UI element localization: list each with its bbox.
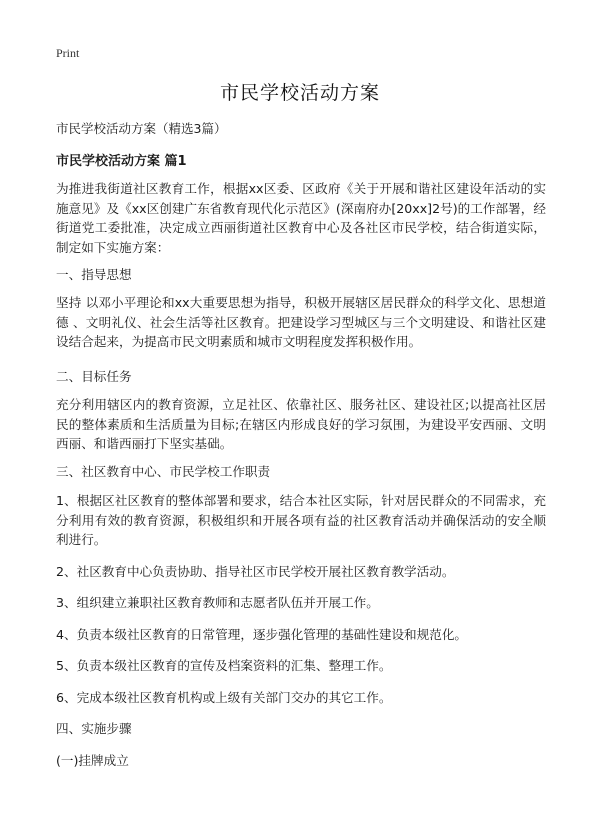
heading-implementation-steps: 四、实施步骤 [56,721,132,736]
heading-goals: 二、目标任务 [56,369,132,384]
print-label: Print [56,46,80,60]
document-subtitle: 市民学校活动方案（精选3篇） [56,121,227,136]
sub-heading-establishment: (一)挂牌成立 [56,753,129,768]
paragraph-goals: 充分利用辖区内的教育资源，立足社区、依靠社区、服务社区、建设社区;以提高社区居民的整体素质和生活质量为目标;在辖区内形成良好的学习氛围，为建设平安西丽、文明西丽、和谐西丽打下坚实基础。 [56,397,546,451]
heading-duties: 三、社区教育中心、市民学校工作职责 [56,464,271,479]
intro-paragraph: 为推进我街道社区教育工作，根据xx区委、区政府《关于开展和谐社区建设年活动的实施意见》及《xx区创建广东省教育现代化示范区》(深南府办[20xx]2号)的工作部署，经街道党工委批准，决定成立西丽街道社区教育中心及各社区市民学校，结合街道实际，制定如下实施方案： [56,181,546,255]
paragraph-guiding-ideology: 坚持 以邓小平理论和xx大重要思想为指导，积极开展辖区居民群众的科学文化、思想道德 、文明礼仪、社会生活等社区教育。把建设学习型城区与三个文明建设、和谐社区建设结合起来，为提高市民文明素质和城市文明程度发挥积极作用。 [56,295,546,349]
duty-item-5: 5、负责本级社区教育的宣传及档案资料的汇集、整理工作。 [56,658,392,673]
duty-item-6: 6、完成本级社区教育机构或上级有关部门交办的其它工作。 [56,690,392,705]
duty-item-3: 3、组织建立兼职社区教育教师和志愿者队伍并开展工作。 [56,595,379,610]
section-title: 市民学校活动方案 篇1 [56,154,187,169]
document-title: 市民学校活动方案 [219,82,380,104]
duty-item-2: 2、社区教育中心负责协助、指导社区市民学校开展社区教育教学活动。 [56,564,455,579]
duty-item-1: 1、根据区社区教育的整体部署和要求，结合本社区实际，针对居民群众的不同需求，充分利用有效的教育资源，积极组织和开展各项有益的社区教育活动并确保活动的安全顺利进行。 [56,493,546,547]
heading-guiding-ideology: 一、指导思想 [56,267,132,282]
duty-item-4: 4、负责本级社区教育的日常管理，逐步强化管理的基础性建设和规范化。 [56,627,468,642]
